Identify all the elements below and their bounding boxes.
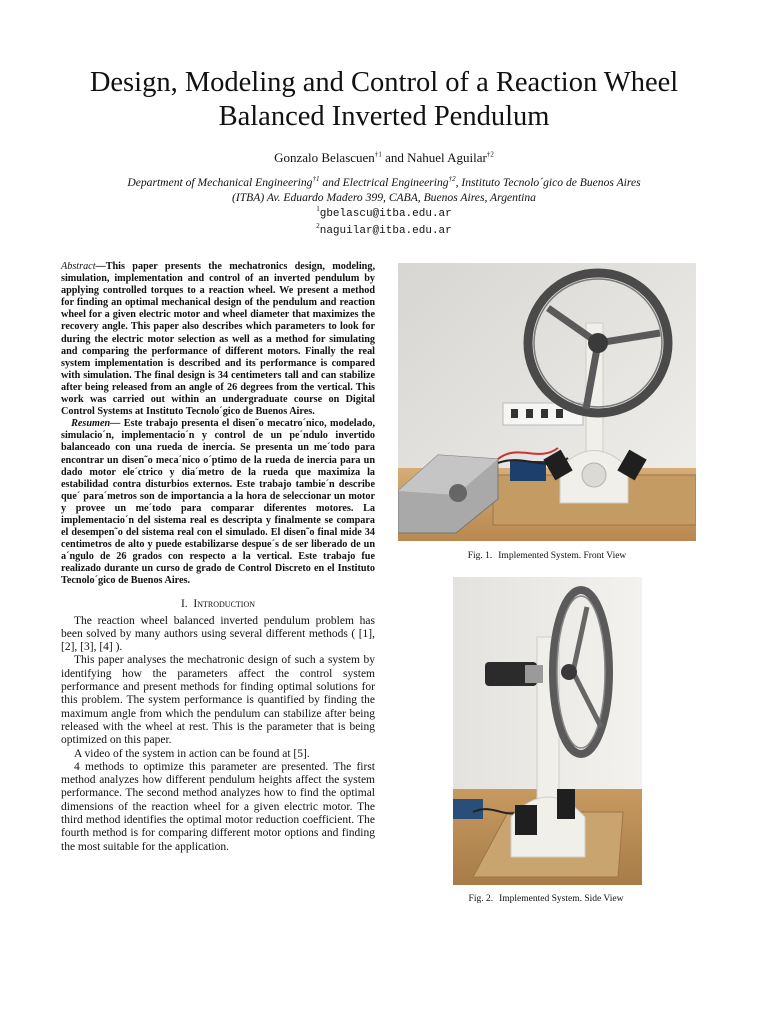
affiliation-superscript: †1 — [312, 175, 320, 184]
affiliation-address: (ITBA) Av. Eduardo Madero 399, CABA, Buenos Aires, Argentina — [232, 191, 536, 204]
email-address: gbelascu@itba.edu.ar — [319, 208, 452, 220]
figure-2-photo — [453, 577, 642, 885]
section-number: I. — [180, 597, 188, 610]
affiliation-institute: , Instituto Tecnolo´gico de Buenos Aires — [455, 176, 641, 189]
front-view-illustration — [398, 263, 696, 541]
affiliation-line — [60, 175, 708, 190]
figure-label: Fig. 1. — [467, 551, 493, 561]
affiliation-block — [60, 175, 708, 239]
figure-label: Fig. 2. — [468, 894, 494, 904]
author-superscript: †1 — [374, 150, 382, 159]
affiliation-superscript: †2 — [448, 175, 456, 184]
affiliation-department: Department of Mechanical Engineering — [127, 176, 313, 189]
abstract-dash: — — [95, 261, 106, 272]
body-paragraph: This paper analyses the mechatronic design of such a system by identifying how the parameters affect the control system performance and present methods for finding optimal solutions for this problem. The system performance is quantified by finding the maximum angle from which the pendulum can stabilize after being released with the wheel at rest. This is the parameter that is being optimized on this paper. — [61, 654, 375, 747]
figure-1-photo — [398, 263, 696, 541]
wheel-hub — [588, 333, 608, 353]
abstract — [61, 261, 375, 418]
resumen-text: Este trabajo presenta el disen˜o mecatro´nico, modelado, simulacio´n, implementacio´n y control de un pe´ndulo invertido balanceado con una rueda de inercia. Se presenta un me´todo para encontrar un disen˜o meca´nico o´ptimo de la rueda de inercia para un dado motor ele´ctrico y dia´metro de la rueda que maximiza la estabilidad contra disturbios externos. Este trabajo tambie´n describe que´ para´metros son de importancia a la hora de seleccionar un motor y provee un me´todo para comparar diferentes motores. La implementacio´n del sistema real es descripta y finalmente se compara el desempen˜o del sistema real con el simulado. El disen˜o final mide 34 centimetros de alto y puede estabilizarse despue´s de ser liberado de un a´ngulo de 26 grados con respecto a la vertical. Este trabajo fue realizado durante un curso de grado de Control Discreto en el Instituto Tecnolo´gico de Buenos Aires. — [61, 418, 376, 587]
abstract-label: Abstract — [61, 261, 96, 272]
author-conjunction: and — [385, 150, 404, 165]
email-address: naguilar@itba.edu.ar — [319, 225, 452, 237]
email-superscript: 1 — [316, 205, 320, 214]
author-name: Nahuel Aguilar — [407, 150, 487, 165]
affiliation-conjunction: and Electrical Engineering — [322, 176, 449, 189]
email-line — [60, 205, 708, 222]
figure-1-caption — [398, 551, 696, 561]
side-view-illustration — [453, 577, 642, 885]
author-superscript: †2 — [486, 150, 494, 159]
author-line — [60, 150, 708, 166]
figure-caption-text: Implemented System. Side View — [499, 894, 624, 904]
figure-2-caption — [435, 894, 657, 904]
abstract-text: This paper presents the mechatronics design, modeling, simulation, implementation and control of an inverted pendulum by applying controlled torques to a reaction wheel. We present a method for finding an optimal mechanical design of the pendulum and reaction wheel for a given electric motor and wheel diameter that maximizes the recovery angle. This paper also describes which parameters to look for during the electric motor selection as well as a method for simulating and comparing the performance of different motors. Finally the real system implementation is described and its performance is compared with simulation. The final design is 34 centimeters tall and can stabilize after being released from an angle of 26 degrees from the vertical. This work was carried out within an undergraduate course on Digital Control Systems at Instituto Tecnolo´gico de Buenos Aires. — [61, 261, 375, 418]
section-heading — [61, 598, 375, 610]
left-column — [61, 261, 375, 854]
section-title: Introduction — [193, 597, 256, 610]
email-superscript: 2 — [316, 222, 320, 231]
email-line — [60, 222, 708, 239]
body-paragraph: A video of the system in action can be found at [5]. — [74, 747, 310, 760]
paper-title: Design, Modeling and Control of a Reaction Wheel Balanced Inverted Pendulum — [89, 67, 679, 132]
body-paragraph: The reaction wheel balanced inverted pendulum problem has been solved by many authors using several different methods ( [1], [2], [3], [4] ). — [61, 614, 375, 654]
wheel-hub — [561, 664, 577, 680]
resumen — [61, 418, 375, 587]
resumen-dash: — — [110, 418, 121, 430]
author-name: Gonzalo Belascuen — [274, 150, 375, 165]
figure-caption-text: Implemented System. Front View — [498, 551, 627, 561]
resumen-label: Resumen — [71, 418, 111, 430]
body-paragraph: 4 methods to optimize this parameter are presented. The first method analyzes how different pendulum heights affect the system performance. The second method analyzes how to find the optimal dimensions of the reaction wheel for a given electric motor. The third method identifies the optimal motor reduction coefficient. The fourth method is for comparing different motor options and finding the most suitable for the application. — [61, 760, 375, 853]
